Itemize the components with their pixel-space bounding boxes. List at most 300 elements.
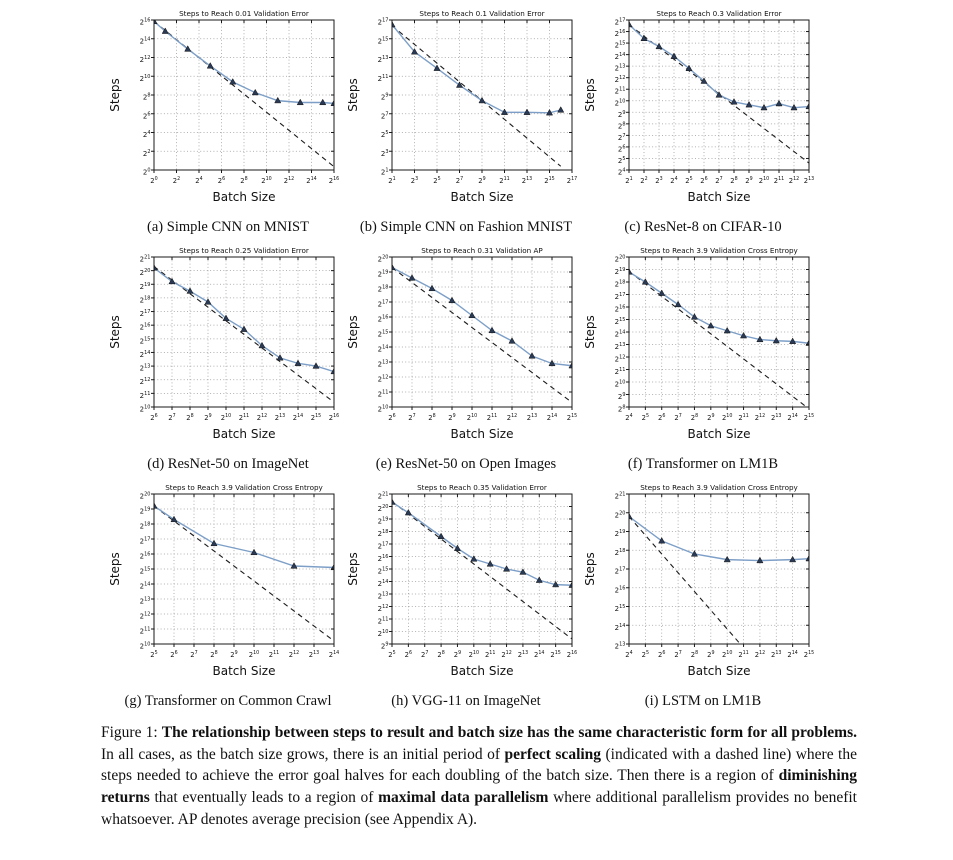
svg-text:28: $2^8$ [690, 414, 699, 422]
svg-text:214: $2^{14}$ [328, 651, 340, 659]
svg-text:213: $2^{13}$ [377, 359, 389, 369]
svg-text:26: $2^6$ [658, 414, 666, 422]
svg-text:211: $2^{11}$ [738, 414, 749, 422]
subplot-d [108, 243, 348, 473]
svg-text:29: $2^9$ [380, 92, 389, 102]
svg-text:22: $2^2$ [142, 148, 151, 158]
svg-text:214: $2^{14}$ [787, 414, 798, 422]
svg-text:212: $2^{12}$ [139, 377, 151, 387]
svg-text:212: $2^{12}$ [139, 611, 151, 621]
svg-text:216: $2^{16}$ [377, 554, 389, 563]
svg-text:29: $2^9$ [453, 651, 462, 659]
chart-transformer-common-crawl [108, 480, 348, 680]
svg-text:216: $2^{16}$ [139, 322, 151, 332]
data-point-markers [626, 21, 812, 110]
y-tick-labels [140, 255, 151, 414]
svg-text:218: $2^{18}$ [377, 284, 389, 294]
svg-text:218: $2^{18}$ [139, 295, 151, 305]
svg-text:27: $2^7$ [617, 132, 626, 142]
svg-text:213: $2^{13}$ [308, 651, 320, 659]
svg-text:21: $2^1$ [380, 167, 389, 177]
svg-text:221: $2^{21}$ [614, 491, 626, 501]
subplot-caption-a: (a) Simple CNN on MNIST [147, 219, 309, 235]
subplot-caption-f: (f) Transformer on LM1B [627, 456, 779, 472]
grid-lines [629, 494, 809, 644]
svg-text:220: $2^{20}$ [139, 268, 151, 278]
svg-text:25: $2^5$ [641, 414, 650, 422]
tick-marks [626, 257, 809, 410]
svg-text:29: $2^9$ [745, 177, 753, 185]
svg-text:216: $2^{16}$ [139, 551, 151, 561]
x-tick-labels [625, 176, 814, 185]
svg-text:213: $2^{13}$ [139, 596, 151, 606]
svg-text:214: $2^{14}$ [787, 651, 798, 659]
chart-title: Steps to Reach 3.9 Validation Cross Entropy [165, 483, 323, 492]
caption-segment: (indicated with a dashed line) where the steps needed to achieve the error goal halves for each doubling of the batch size. Then there is a region of [101, 745, 857, 785]
svg-text:210: $2^{10}$ [721, 651, 733, 659]
data-point-markers [389, 21, 564, 115]
svg-text:211: $2^{11}$ [614, 367, 626, 376]
svg-text:25: $2^5$ [380, 130, 389, 139]
svg-text:21: $2^1$ [388, 177, 396, 185]
y-tick-labels [140, 492, 151, 651]
svg-text:24: $2^4$ [625, 651, 633, 659]
svg-text:210: $2^{10}$ [139, 641, 151, 651]
x-axis-label: Batch Size [450, 664, 514, 678]
x-axis-label: Batch Size [450, 190, 514, 204]
caption-segment: maximal data parallelism [378, 789, 549, 807]
y-tick-labels [140, 18, 151, 177]
svg-text:26: $2^6$ [217, 177, 226, 185]
steps-curve [154, 506, 334, 568]
x-axis-label: Batch Size [687, 190, 751, 204]
x-tick-labels [388, 650, 577, 659]
svg-text:216: $2^{16}$ [328, 177, 340, 185]
svg-text:215: $2^{15}$ [803, 414, 815, 422]
svg-text:215: $2^{15}$ [310, 414, 322, 422]
subplot-caption-g: (g) Transformer on Common Crawl [124, 693, 332, 709]
subplot-i [583, 480, 823, 710]
svg-text:21: $2^1$ [625, 177, 633, 185]
chart-resnet50-open-images [346, 243, 586, 443]
chart-title: Steps to Reach 3.9 Validation Cross Entropy [640, 483, 798, 492]
grid-lines [154, 494, 334, 644]
svg-text:28: $2^8$ [730, 177, 738, 185]
svg-text:213: $2^{13}$ [803, 177, 815, 185]
caption-segment: perfect scaling [504, 745, 602, 763]
svg-text:210: $2^{10}$ [468, 651, 480, 659]
subplot-caption-i: (i) LSTM on LM1B [644, 693, 762, 709]
x-tick-labels [150, 413, 339, 422]
x-axis-label: Batch Size [212, 190, 276, 204]
svg-text:212: $2^{12}$ [754, 651, 766, 659]
svg-text:211: $2^{11}$ [614, 86, 626, 96]
svg-text:215: $2^{15}$ [377, 566, 389, 576]
svg-text:217: $2^{17}$ [614, 17, 626, 27]
y-axis-label: Steps [583, 552, 597, 586]
svg-text:218: $2^{18}$ [377, 529, 389, 538]
svg-text:25: $2^5$ [150, 651, 158, 659]
svg-text:210: $2^{10}$ [248, 651, 260, 659]
svg-text:213: $2^{13}$ [614, 641, 626, 651]
svg-text:216: $2^{16}$ [566, 651, 578, 659]
svg-text:214: $2^{14}$ [614, 329, 626, 339]
svg-text:213: $2^{13}$ [614, 63, 626, 73]
y-tick-labels [615, 18, 626, 177]
svg-text:29: $2^9$ [230, 651, 238, 659]
svg-text:25: $2^5$ [617, 155, 626, 165]
svg-text:217: $2^{17}$ [139, 536, 151, 546]
svg-text:215: $2^{15}$ [614, 604, 626, 613]
grid-lines [392, 257, 572, 407]
svg-text:213: $2^{13}$ [377, 591, 389, 601]
subplot-caption-d: (d) ResNet-50 on ImageNet [147, 456, 309, 472]
svg-text:23: $2^3$ [380, 148, 389, 158]
svg-text:27: $2^7$ [190, 651, 198, 659]
svg-text:29: $2^9$ [707, 414, 715, 422]
svg-text:220: $2^{20}$ [377, 504, 389, 513]
steps-curve [629, 272, 809, 343]
svg-text:212: $2^{12}$ [506, 414, 518, 422]
svg-text:210: $2^{10}$ [721, 414, 733, 422]
svg-text:26: $2^6$ [170, 651, 178, 659]
svg-text:210: $2^{10}$ [261, 177, 272, 185]
subplot-h [346, 480, 586, 710]
svg-text:211: $2^{11}$ [738, 651, 749, 659]
svg-text:212: $2^{12}$ [283, 177, 295, 185]
svg-text:213: $2^{13}$ [771, 414, 782, 422]
svg-text:214: $2^{14}$ [377, 344, 389, 354]
chart-lstm-lm1b [583, 480, 823, 680]
svg-text:213: $2^{13}$ [521, 177, 533, 185]
svg-text:217: $2^{17}$ [377, 541, 389, 551]
svg-text:23: $2^3$ [655, 177, 663, 185]
svg-text:219: $2^{19}$ [377, 516, 389, 526]
svg-text:28: $2^8$ [617, 404, 626, 414]
y-axis-label: Steps [108, 315, 122, 349]
svg-text:25: $2^5$ [641, 651, 650, 659]
svg-text:24: $2^4$ [670, 177, 678, 185]
svg-text:220: $2^{20}$ [377, 254, 389, 264]
caption-segment: The relationship between steps to result and batch size has the same characteristic form for all problems. [161, 724, 858, 741]
chart-title: Steps to Reach 0.25 Validation Error [179, 246, 309, 255]
svg-text:28: $2^8$ [186, 414, 194, 422]
svg-text:219: $2^{19}$ [139, 281, 151, 291]
figure-caption [101, 722, 857, 830]
tick-marks [626, 494, 809, 647]
grid-lines [154, 20, 334, 170]
data-point-markers [626, 513, 812, 563]
svg-text:217: $2^{17}$ [139, 309, 151, 319]
svg-text:24: $2^4$ [195, 177, 203, 185]
y-axis-label: Steps [108, 78, 122, 112]
x-tick-labels [388, 176, 577, 185]
y-tick-labels [378, 492, 389, 651]
tick-marks [151, 20, 334, 173]
svg-text:211: $2^{11}$ [773, 177, 785, 185]
x-axis-label: Batch Size [212, 427, 276, 441]
caption-segment: diminishing returns [101, 767, 857, 807]
svg-text:216: $2^{16}$ [614, 304, 626, 314]
svg-text:20: $2^0$ [150, 177, 158, 185]
svg-text:219: $2^{19}$ [139, 506, 151, 516]
svg-text:20: $2^0$ [142, 167, 151, 177]
svg-text:213: $2^{13}$ [517, 651, 529, 659]
grid-lines [392, 20, 572, 170]
caption-segment: that eventually leads to a region of [149, 789, 379, 807]
svg-text:211: $2^{11}$ [484, 651, 496, 659]
svg-text:217: $2^{17}$ [614, 292, 626, 301]
caption-segment: In all cases, as the batch size grows, there is an initial period of [101, 745, 505, 763]
svg-text:212: $2^{12}$ [377, 374, 389, 384]
svg-text:213: $2^{13}$ [377, 55, 389, 64]
svg-text:213: $2^{13}$ [771, 651, 782, 659]
y-tick-labels [615, 255, 626, 414]
chart-transformer-lm1b [583, 243, 823, 443]
svg-text:210: $2^{10}$ [139, 404, 151, 414]
svg-text:210: $2^{10}$ [377, 629, 389, 638]
svg-text:210: $2^{10}$ [614, 379, 626, 389]
svg-text:216: $2^{16}$ [328, 414, 340, 422]
svg-text:210: $2^{10}$ [466, 414, 478, 422]
svg-text:212: $2^{12}$ [614, 75, 626, 85]
data-point-markers [151, 18, 337, 106]
svg-text:213: $2^{13}$ [614, 342, 626, 351]
svg-text:213: $2^{13}$ [274, 414, 286, 422]
svg-text:22: $2^2$ [640, 177, 648, 185]
svg-text:220: $2^{20}$ [614, 510, 626, 520]
x-axis-label: Batch Size [450, 427, 514, 441]
svg-text:215: $2^{15}$ [377, 329, 389, 339]
svg-text:210: $2^{10}$ [614, 98, 626, 108]
tick-marks [389, 20, 572, 173]
chart-resnet50-imagenet [108, 243, 348, 443]
svg-text:26: $2^6$ [142, 111, 151, 121]
svg-text:216: $2^{16}$ [614, 29, 626, 39]
svg-text:213: $2^{13}$ [526, 414, 538, 422]
svg-text:24: $2^4$ [617, 167, 626, 177]
chart-title: Steps to Reach 0.3 Validation Error [656, 9, 782, 18]
svg-text:24: $2^4$ [625, 414, 633, 422]
steps-curve [629, 517, 809, 561]
y-tick-labels [378, 18, 389, 177]
svg-text:214: $2^{14}$ [292, 414, 304, 422]
x-axis-label: Batch Size [212, 664, 276, 678]
subplot-f [583, 243, 823, 473]
caption-segment: where additional parallelism provides no benefit whatsoever. AP denotes average precision (see Appendix A). [101, 789, 857, 828]
svg-text:218: $2^{18}$ [139, 521, 151, 531]
svg-text:219: $2^{19}$ [614, 529, 626, 538]
y-axis-label: Steps [346, 552, 360, 586]
svg-text:29: $2^9$ [204, 414, 212, 422]
data-point-markers [151, 503, 337, 570]
svg-text:214: $2^{14}$ [546, 414, 558, 422]
perfect-scaling-dashed-line [392, 502, 572, 640]
svg-text:26: $2^6$ [617, 144, 626, 154]
y-tick-labels [378, 255, 389, 414]
svg-text:25: $2^5$ [433, 177, 441, 185]
svg-text:27: $2^7$ [168, 414, 176, 422]
svg-text:215: $2^{15}$ [614, 40, 626, 50]
y-axis-label: Steps [346, 78, 360, 112]
svg-text:220: $2^{20}$ [139, 491, 151, 501]
tick-marks [389, 494, 572, 647]
svg-text:211: $2^{11}$ [486, 414, 498, 422]
chart-title: Steps to Reach 3.9 Validation Cross Entropy [640, 246, 798, 255]
svg-text:27: $2^7$ [715, 177, 723, 185]
svg-text:211: $2^{11}$ [139, 626, 151, 636]
svg-text:26: $2^6$ [658, 651, 666, 659]
svg-text:214: $2^{14}$ [614, 52, 626, 62]
subplot-e [346, 243, 586, 473]
chart-title: Steps to Reach 0.01 Validation Error [179, 9, 309, 18]
svg-text:211: $2^{11}$ [268, 651, 280, 659]
svg-text:216: $2^{16}$ [614, 585, 626, 595]
svg-text:26: $2^6$ [150, 414, 158, 422]
svg-text:215: $2^{15}$ [566, 414, 578, 422]
y-axis-label: Steps [583, 315, 597, 349]
caption-segment: Figure 1: [101, 724, 162, 741]
svg-text:211: $2^{11}$ [377, 616, 389, 626]
chart-simple-cnn-mnist [108, 6, 348, 206]
svg-text:28: $2^8$ [617, 121, 626, 131]
svg-text:23: $2^3$ [410, 177, 419, 185]
svg-text:29: $2^9$ [478, 177, 486, 185]
svg-text:220: $2^{20}$ [614, 254, 626, 264]
svg-text:215: $2^{15}$ [139, 566, 151, 576]
chart-title: Steps to Reach 0.31 Validation AP [421, 246, 543, 255]
svg-text:210: $2^{10}$ [139, 73, 151, 83]
svg-text:27: $2^7$ [674, 414, 682, 422]
svg-text:214: $2^{14}$ [377, 579, 389, 588]
svg-text:215: $2^{15}$ [377, 36, 389, 46]
subplot-a [108, 6, 348, 236]
svg-text:214: $2^{14}$ [306, 177, 317, 185]
tick-marks [151, 494, 334, 647]
grid-lines [392, 494, 572, 644]
svg-text:221: $2^{21}$ [139, 254, 151, 264]
svg-text:215: $2^{15}$ [550, 651, 561, 659]
perfect-scaling-dashed-line [629, 271, 809, 409]
svg-text:211: $2^{11}$ [499, 177, 510, 185]
subplot-c [583, 6, 823, 236]
svg-text:28: $2^8$ [210, 651, 218, 659]
chart-vgg11-imagenet [346, 480, 586, 680]
svg-text:211: $2^{11}$ [238, 414, 250, 422]
svg-text:28: $2^8$ [428, 414, 436, 422]
subplot-b [346, 6, 586, 236]
svg-text:217: $2^{17}$ [566, 177, 578, 185]
svg-text:214: $2^{14}$ [614, 622, 626, 632]
y-axis-label: Steps [108, 552, 122, 586]
svg-text:214: $2^{14}$ [534, 651, 545, 659]
svg-text:28: $2^8$ [690, 651, 699, 659]
svg-text:216: $2^{16}$ [377, 314, 389, 324]
svg-text:218: $2^{18}$ [614, 279, 626, 289]
svg-text:212: $2^{12}$ [139, 55, 151, 64]
chart-title: Steps to Reach 0.35 Validation Error [417, 483, 547, 492]
x-axis-label: Batch Size [687, 664, 751, 678]
svg-text:212: $2^{12}$ [501, 651, 512, 659]
svg-text:211: $2^{11}$ [139, 390, 151, 400]
x-tick-labels [150, 176, 339, 185]
svg-text:212: $2^{12}$ [754, 414, 766, 422]
svg-text:219: $2^{19}$ [614, 267, 626, 276]
svg-text:214: $2^{14}$ [139, 581, 151, 591]
svg-text:29: $2^9$ [707, 651, 715, 659]
svg-text:217: $2^{17}$ [614, 566, 626, 576]
x-axis-label: Batch Size [687, 427, 751, 441]
svg-text:22: $2^2$ [172, 177, 181, 185]
svg-text:210: $2^{10}$ [220, 414, 232, 422]
subplot-caption-h: (h) VGG-11 on ImageNet [391, 693, 541, 709]
svg-text:212: $2^{12}$ [288, 651, 300, 659]
svg-text:27: $2^7$ [674, 651, 682, 659]
svg-text:212: $2^{12}$ [788, 177, 800, 185]
svg-text:28: $2^8$ [437, 651, 445, 659]
svg-text:212: $2^{12}$ [256, 414, 268, 422]
perfect-scaling-dashed-line [154, 506, 334, 641]
subplot-caption-b: (b) Simple CNN on Fashion MNIST [359, 219, 573, 235]
x-tick-labels [150, 650, 339, 659]
svg-text:27: $2^7$ [408, 414, 416, 422]
svg-text:212: $2^{12}$ [377, 604, 389, 613]
svg-text:214: $2^{14}$ [139, 36, 151, 46]
svg-text:215: $2^{15}$ [139, 336, 151, 346]
svg-text:211: $2^{11}$ [377, 73, 389, 83]
axes-box [154, 257, 334, 407]
svg-text:29: $2^9$ [617, 109, 626, 119]
svg-text:211: $2^{11}$ [377, 389, 389, 399]
svg-text:25: $2^5$ [685, 177, 693, 185]
svg-text:26: $2^6$ [404, 651, 413, 659]
chart-simple-cnn-fashion-mnist [346, 6, 586, 206]
svg-text:215: $2^{15}$ [614, 317, 626, 326]
svg-text:27: $2^7$ [455, 177, 464, 185]
y-axis-label: Steps [346, 315, 360, 349]
y-axis-label: Steps [583, 78, 597, 112]
svg-text:27: $2^7$ [380, 111, 389, 121]
data-point-markers [389, 499, 575, 588]
svg-text:215: $2^{15}$ [803, 651, 815, 659]
grid-lines [154, 257, 334, 407]
svg-text:219: $2^{19}$ [377, 269, 389, 279]
svg-text:24: $2^4$ [142, 130, 151, 139]
y-tick-labels [615, 492, 626, 651]
svg-text:27: $2^7$ [421, 651, 429, 659]
subplot-caption-c: (c) ResNet-8 on CIFAR-10 [624, 219, 782, 235]
svg-text:29: $2^9$ [617, 392, 626, 401]
perfect-scaling-dashed-line [392, 268, 572, 403]
chart-title: Steps to Reach 0.1 Validation Error [419, 9, 545, 18]
x-tick-labels [625, 413, 814, 422]
svg-text:26: $2^6$ [388, 414, 396, 422]
subplot-caption-e: (e) ResNet-50 on Open Images [375, 456, 557, 472]
svg-text:210: $2^{10}$ [758, 177, 770, 185]
svg-text:212: $2^{12}$ [614, 354, 626, 364]
svg-text:29: $2^9$ [448, 414, 456, 422]
grid-lines [629, 257, 809, 407]
svg-text:217: $2^{17}$ [377, 299, 389, 309]
svg-text:29: $2^9$ [380, 641, 389, 651]
svg-text:210: $2^{10}$ [377, 404, 389, 414]
svg-text:25: $2^5$ [388, 651, 396, 659]
svg-text:214: $2^{14}$ [139, 349, 151, 359]
svg-text:213: $2^{13}$ [139, 363, 151, 373]
svg-text:215: $2^{15}$ [544, 177, 555, 185]
svg-text:28: $2^8$ [142, 92, 151, 102]
steps-curve [392, 25, 561, 113]
